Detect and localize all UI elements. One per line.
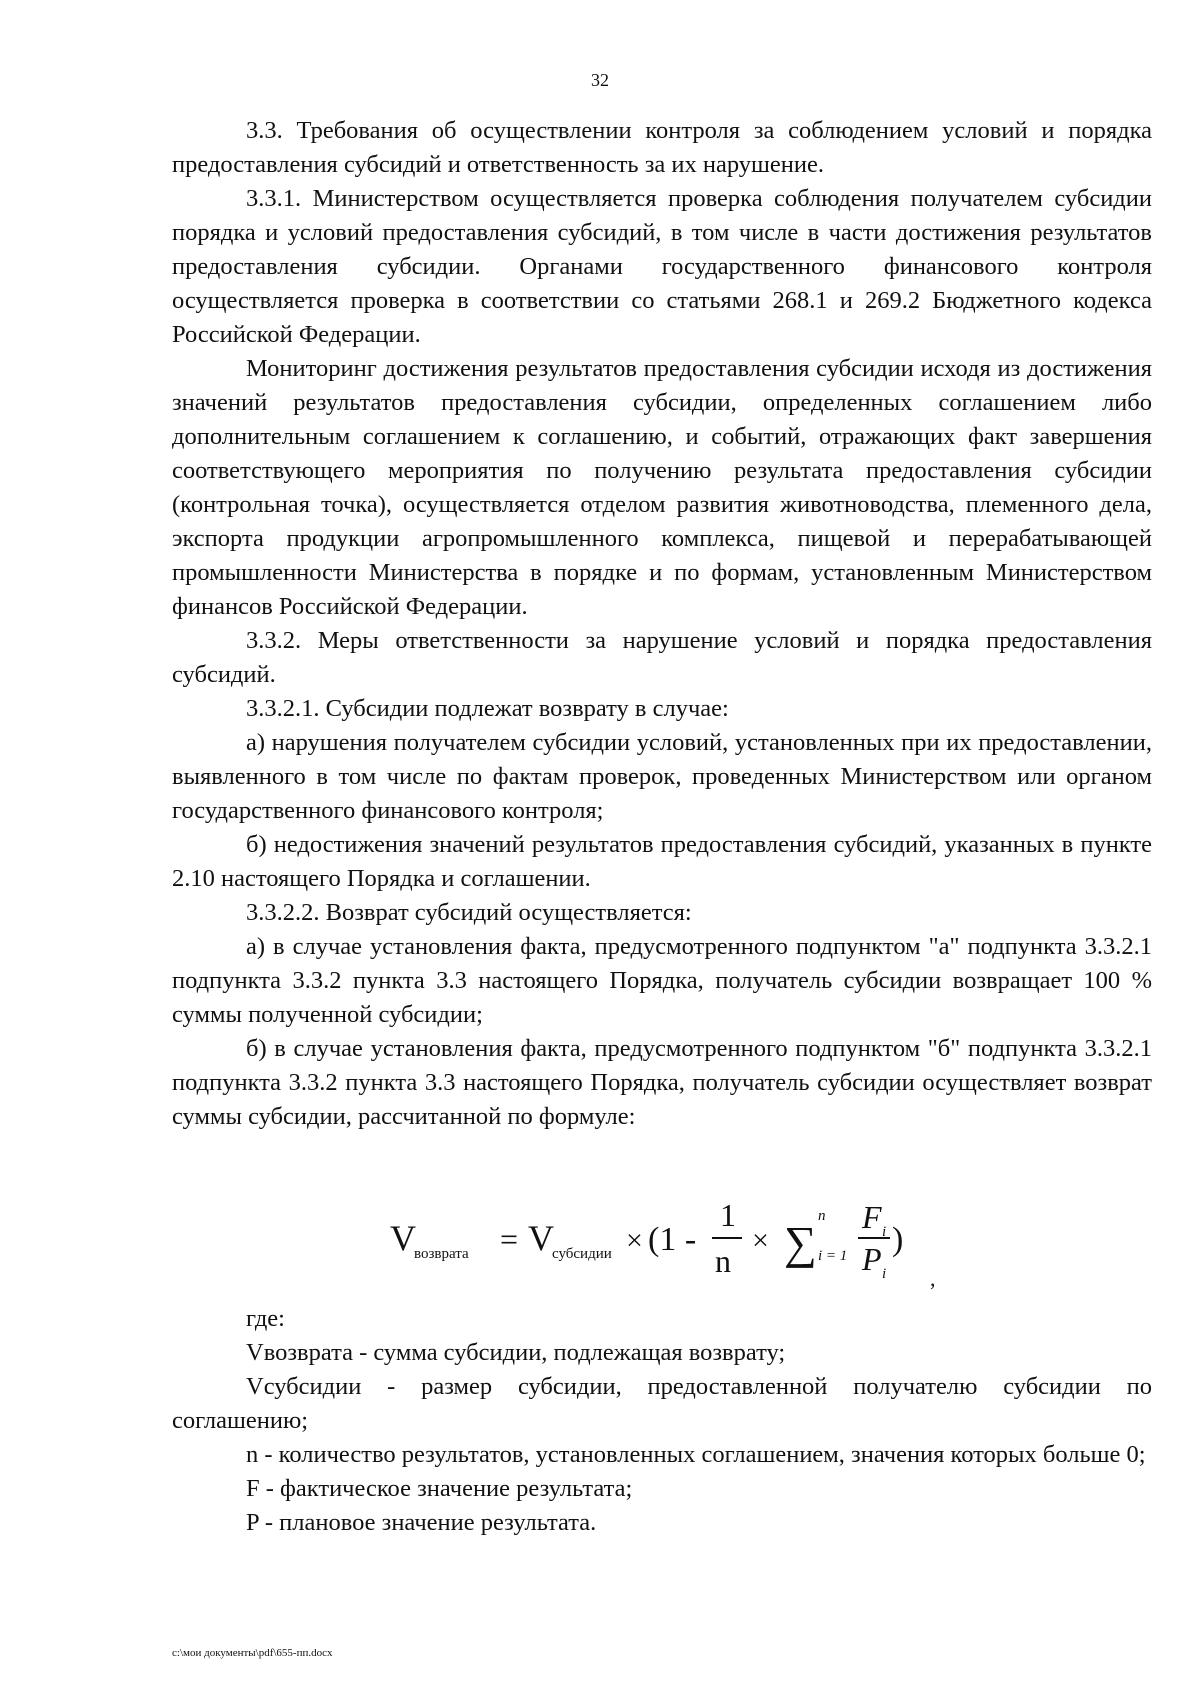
paragraph-3-3-2-2: 3.3.2.2. Возврат субсидий осуществляется:	[246, 899, 692, 926]
formula-v-return: V	[390, 1218, 416, 1258]
paragraph-return-a: а) в случае установления факта, предусмотренного подпунктом "а" подпункта 3.3.2.1 подпункта 3.3.2 пункта 3.3 настоящего Порядка, получатель субсидии возвращает 100 % суммы полученной субсидии;	[172, 933, 1152, 1028]
formula-equals: =	[500, 1221, 519, 1257]
formula-frac-num: 1	[720, 1197, 736, 1233]
document-body	[172, 114, 1152, 1134]
paragraph-item-a: а) нарушения получателем субсидии условий, установленных при их предоставлении, выявленного в том числе по фактам проверок, проведенных Министерством или органом государственного финансового контроля;	[172, 729, 1152, 824]
formula-ratio-num-sub: i	[882, 1224, 887, 1240]
formula-sub-subsidy: субсидии	[552, 1246, 612, 1262]
formula-times-2: ×	[752, 1224, 769, 1257]
paragraph-monitoring: Мониторинг достижения результатов предоставления субсидии исходя из достижения значений результатов предоставления субсидии, определенных соглашением либо дополнительным соглашением к соглашению, и событий, отражающих факт завершения соответствующего мероприятия по получению результата предоставления субсидии (контрольная точка), осуществляется отделом развития животноводства, племенного дела, экспорта продукции агропромышленного комплекса, пищевой и перерабатывающей промышленности Министерства в порядке и по формам, установленным Министерством финансов Российской Федерации.	[172, 355, 1152, 620]
paragraph-return-b: б) в случае установления факта, предусмотренного подпунктом "б" подпункта 3.3.2.1 подпункта 3.3.2 пункта 3.3 настоящего Порядка, получатель субсидии осуществляет возврат суммы субсидии, рассчитанной по формуле:	[172, 1035, 1152, 1130]
paragraph-3-3-2: 3.3.2. Меры ответственности за нарушение условий и порядка предоставления субсидий.	[172, 627, 1152, 688]
paragraph-3-3: 3.3. Требования об осуществлении контроля за соблюдением условий и порядка предоставления субсидий и ответственность за их нарушение.	[172, 117, 1152, 178]
definition-f: F - фактическое значение результата;	[246, 1475, 633, 1502]
formula-ratio-num: F	[862, 1199, 882, 1235]
formula-ratio-den-sub: i	[882, 1266, 887, 1282]
paragraph-3-3-2-1: 3.3.2.1. Субсидии подлежат возврату в случае:	[246, 695, 729, 722]
footer-file-path: c:\мои документы\pdf\655-пп.docx	[172, 1647, 333, 1659]
formula-times: ×	[626, 1224, 643, 1257]
formula-close: )	[892, 1221, 904, 1258]
definition-n: n - количество результатов, установленных соглашением, значения которых больше 0;	[246, 1441, 1146, 1468]
formula-ratio-den: P	[862, 1241, 882, 1277]
formula-sub-return: возврата	[414, 1246, 469, 1262]
formula-v-subsidy: V	[528, 1218, 554, 1258]
page-number: 32	[591, 70, 609, 90]
formula-sum: ∑	[784, 1217, 817, 1268]
paragraph-3-3-1: 3.3.1. Министерством осуществляется проверка соблюдения получателем субсидии порядка и условий предоставления субсидий, в том числе в части достижения результатов предоставления субсидии. Органами государственного финансового контроля осуществляется проверка в соответствии со статьями 268.1 и 269.2 Бюджетного кодекса Российской Федерации.	[172, 185, 1152, 348]
definition-p: P - плановое значение результата.	[246, 1509, 597, 1536]
formula-comma: ,	[930, 1266, 936, 1291]
definition-v-subsidy: Vсубсидии - размер субсидии, предоставленной получателю субсидии по соглашению;	[172, 1373, 1152, 1434]
formula-frac-den: n	[715, 1243, 731, 1279]
formula-sum-upper: n	[818, 1208, 826, 1224]
return-formula	[390, 1188, 950, 1298]
paragraph-item-b: б) недостижения значений результатов предоставления субсидий, указанных в пункте 2.10 настоящего Порядка и соглашении.	[172, 831, 1152, 892]
formula-sum-lower: i = 1	[818, 1248, 848, 1264]
formula-definitions	[172, 1302, 1152, 1540]
definition-where: где:	[246, 1305, 285, 1332]
definition-v-return: Vвозврата - сумма субсидии, подлежащая возврату;	[246, 1339, 786, 1366]
formula-open: (1 -	[648, 1221, 697, 1258]
